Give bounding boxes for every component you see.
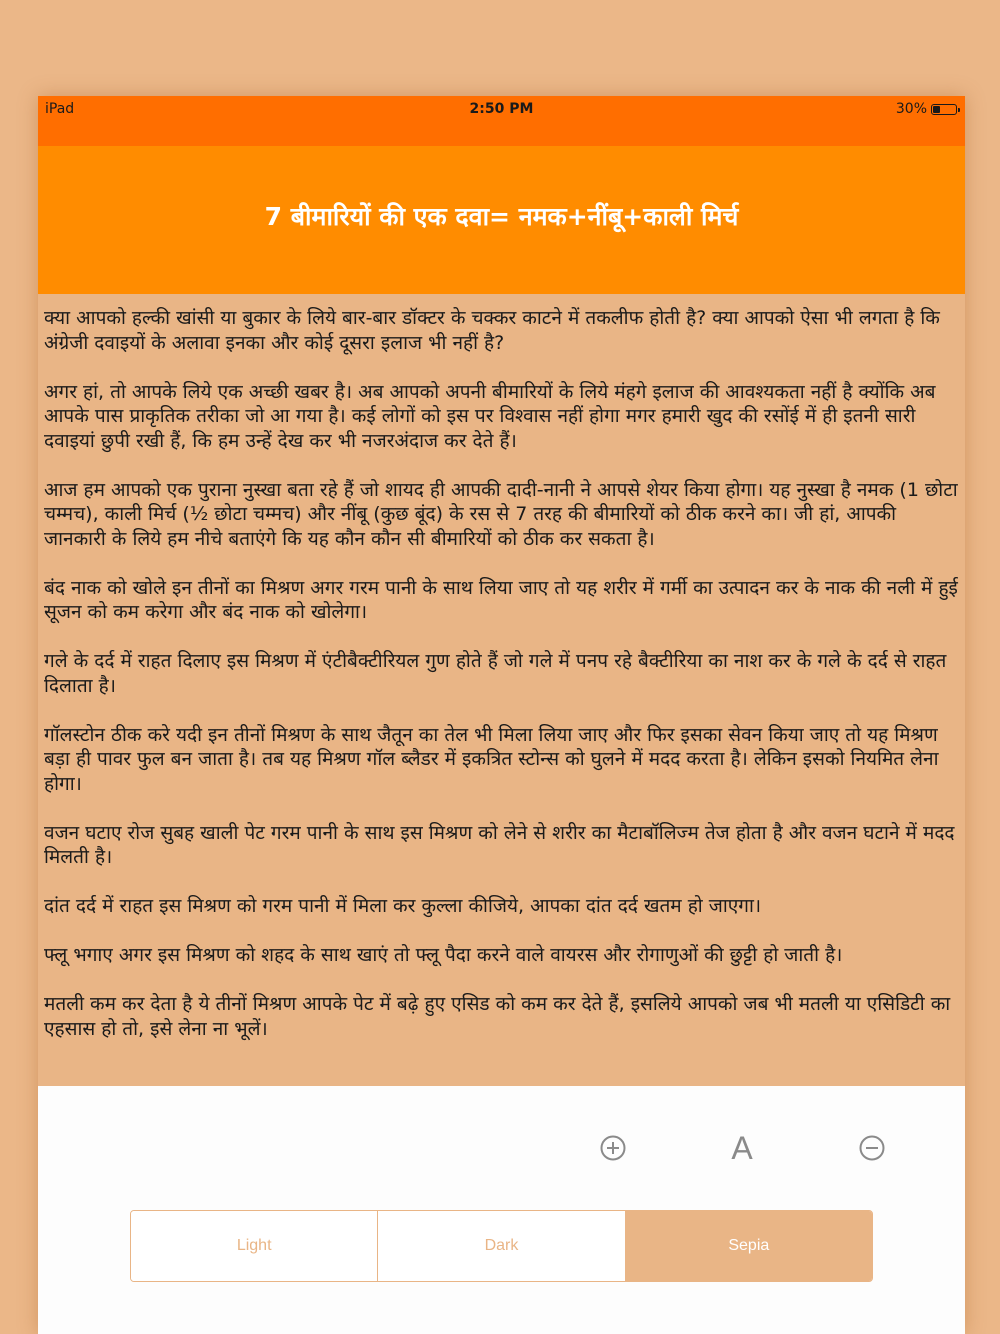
article-paragraph: वजन घटाए रोज सुबह खाली पेट गरम पानी के साथ इस मिश्रण को लेने से शरीर का मैटाबॉलिज्म तेज होता है और वजन घटाने में मदद मिलती है। — [44, 821, 955, 868]
plus-circle-icon — [599, 1134, 627, 1162]
article-paragraph: दांत दर्द में राहत इस मिश्रण को गरम पानी में मिला कर कुल्ला कीजिये, आपका दांत दर्द खतम हो जाएगा। — [44, 895, 762, 917]
article-paragraph: बंद नाक को खोले इन तीनों का मिश्रण अगर गरम पानी के साथ लिया जाए तो यह शरीर में गर्मी का उत्पादन कर के नाक की नली में हुई सूजन को कम करेगा और बंद नाक को खोलेगा। — [44, 576, 958, 623]
minus-circle-icon — [858, 1134, 886, 1162]
decrease-font-button[interactable] — [852, 1128, 892, 1168]
article-paragraph: मतली कम कर देता है ये तीनों मिश्रण आपके पेट में बढ़े हुए एसिड को कम कर देते हैं, इसलिये आपको जब भी मतली या एसिडिटी का एहसास हो तो, इसे लेना ना भूलें। — [44, 993, 951, 1040]
status-time: 2:50 PM — [469, 101, 534, 117]
status-bar — [38, 96, 965, 146]
theme-dark-option[interactable]: Dark — [377, 1211, 624, 1281]
article-body — [44, 306, 959, 1066]
font-size-label: A — [731, 1129, 753, 1166]
battery-percent: 30% — [895, 101, 927, 117]
device-name: iPad — [45, 101, 75, 117]
article-paragraph: फ्लू भगाए अगर इस मिश्रण को शहद के साथ खाएं तो फ्लू पैदा करने वाले वायरस और रोगाणुओं की छुट्टी हो जाती है। — [44, 944, 843, 966]
article-paragraph: गॉलस्टोन ठीक करे यदी इन तीनों मिश्रण के साथ जैतून का तेल भी मिला लिया जाए और फिर इसका सेवन किया जाए तो यह मिश्रण बड़ा ही पावर फुल बन जाता है। तब यह मिश्रण गॉल ब्लैडर में इकत्रित स्टोन्स को घुलने में मदद करता है। लेकिन इसको नियमित लेना होगा। — [44, 723, 939, 795]
battery-icon — [931, 104, 957, 115]
theme-light-option[interactable]: Light — [131, 1211, 377, 1281]
reader-screen — [38, 96, 965, 1334]
article-paragraph: क्या आपको हल्की खांसी या बुकार के लिये बार-बार डॉक्टर के चक्कर काटने में तकलीफ होती है? क्या आपको ऐसा भी लगता है कि अंग्रेजी दवाइयों के अलावा इनका और कोई दूसरा इलाज भी नहीं है? — [44, 307, 940, 354]
battery-indicator — [896, 101, 957, 117]
article-paragraph: आज हम आपको एक पुराना नुस्खा बता रहे हैं जो शायद ही आपकी दादी-नानी ने आपसे शेयर किया होगा। यह नुस्खा है नमक (1 छोटा चम्मच), काली मिर्च (½ छोटा चम्मच) और नींबू (कुछ बूंद) के रस से 7 तरह की बीमारियों को ठीक करने का। जी हां, आपकी जानकारी के लिये हम नीचे बताएंगे कि यह कौन कौन सी बीमारियों को ठीक कर सकता है। — [44, 478, 958, 550]
article-paragraph: अगर हां, तो आपके लिये एक अच्छी खबर है। अब आपको अपनी बीमारियों के लिये मंहगे इलाज की आवश्यकता नहीं है क्योंकि अब आपके पास प्राकृतिक तरीका जो आ गया है। कई लोगों को इस पर विश्वास नहीं होगा मगर हमारी खुद की रसोंई में ही इतनी सारी दवाइयां छुपी रखी हैं, कि हम उन्हें देख कर भी नजरअंदाज कर देते हैं। — [44, 380, 936, 452]
reader-settings-panel — [38, 1086, 965, 1334]
article-paragraph: गले के दर्द में राहत दिलाए इस मिश्रण में एंटीबैक्टीरियल गुण होते हैं जो गले में पनप रहे बैक्टीरिया का नाश कर के गले के दर्द से राहत दिलाता है। — [44, 650, 947, 697]
theme-sepia-option[interactable]: Sepia — [625, 1211, 872, 1281]
battery-level-fill — [933, 106, 940, 113]
article-header — [38, 146, 965, 294]
article-title: 7 बीमारियों की एक दवा= नमक+नींबू+काली मिर्च — [264, 202, 739, 231]
increase-font-button[interactable] — [593, 1128, 633, 1168]
theme-selector — [130, 1210, 873, 1282]
